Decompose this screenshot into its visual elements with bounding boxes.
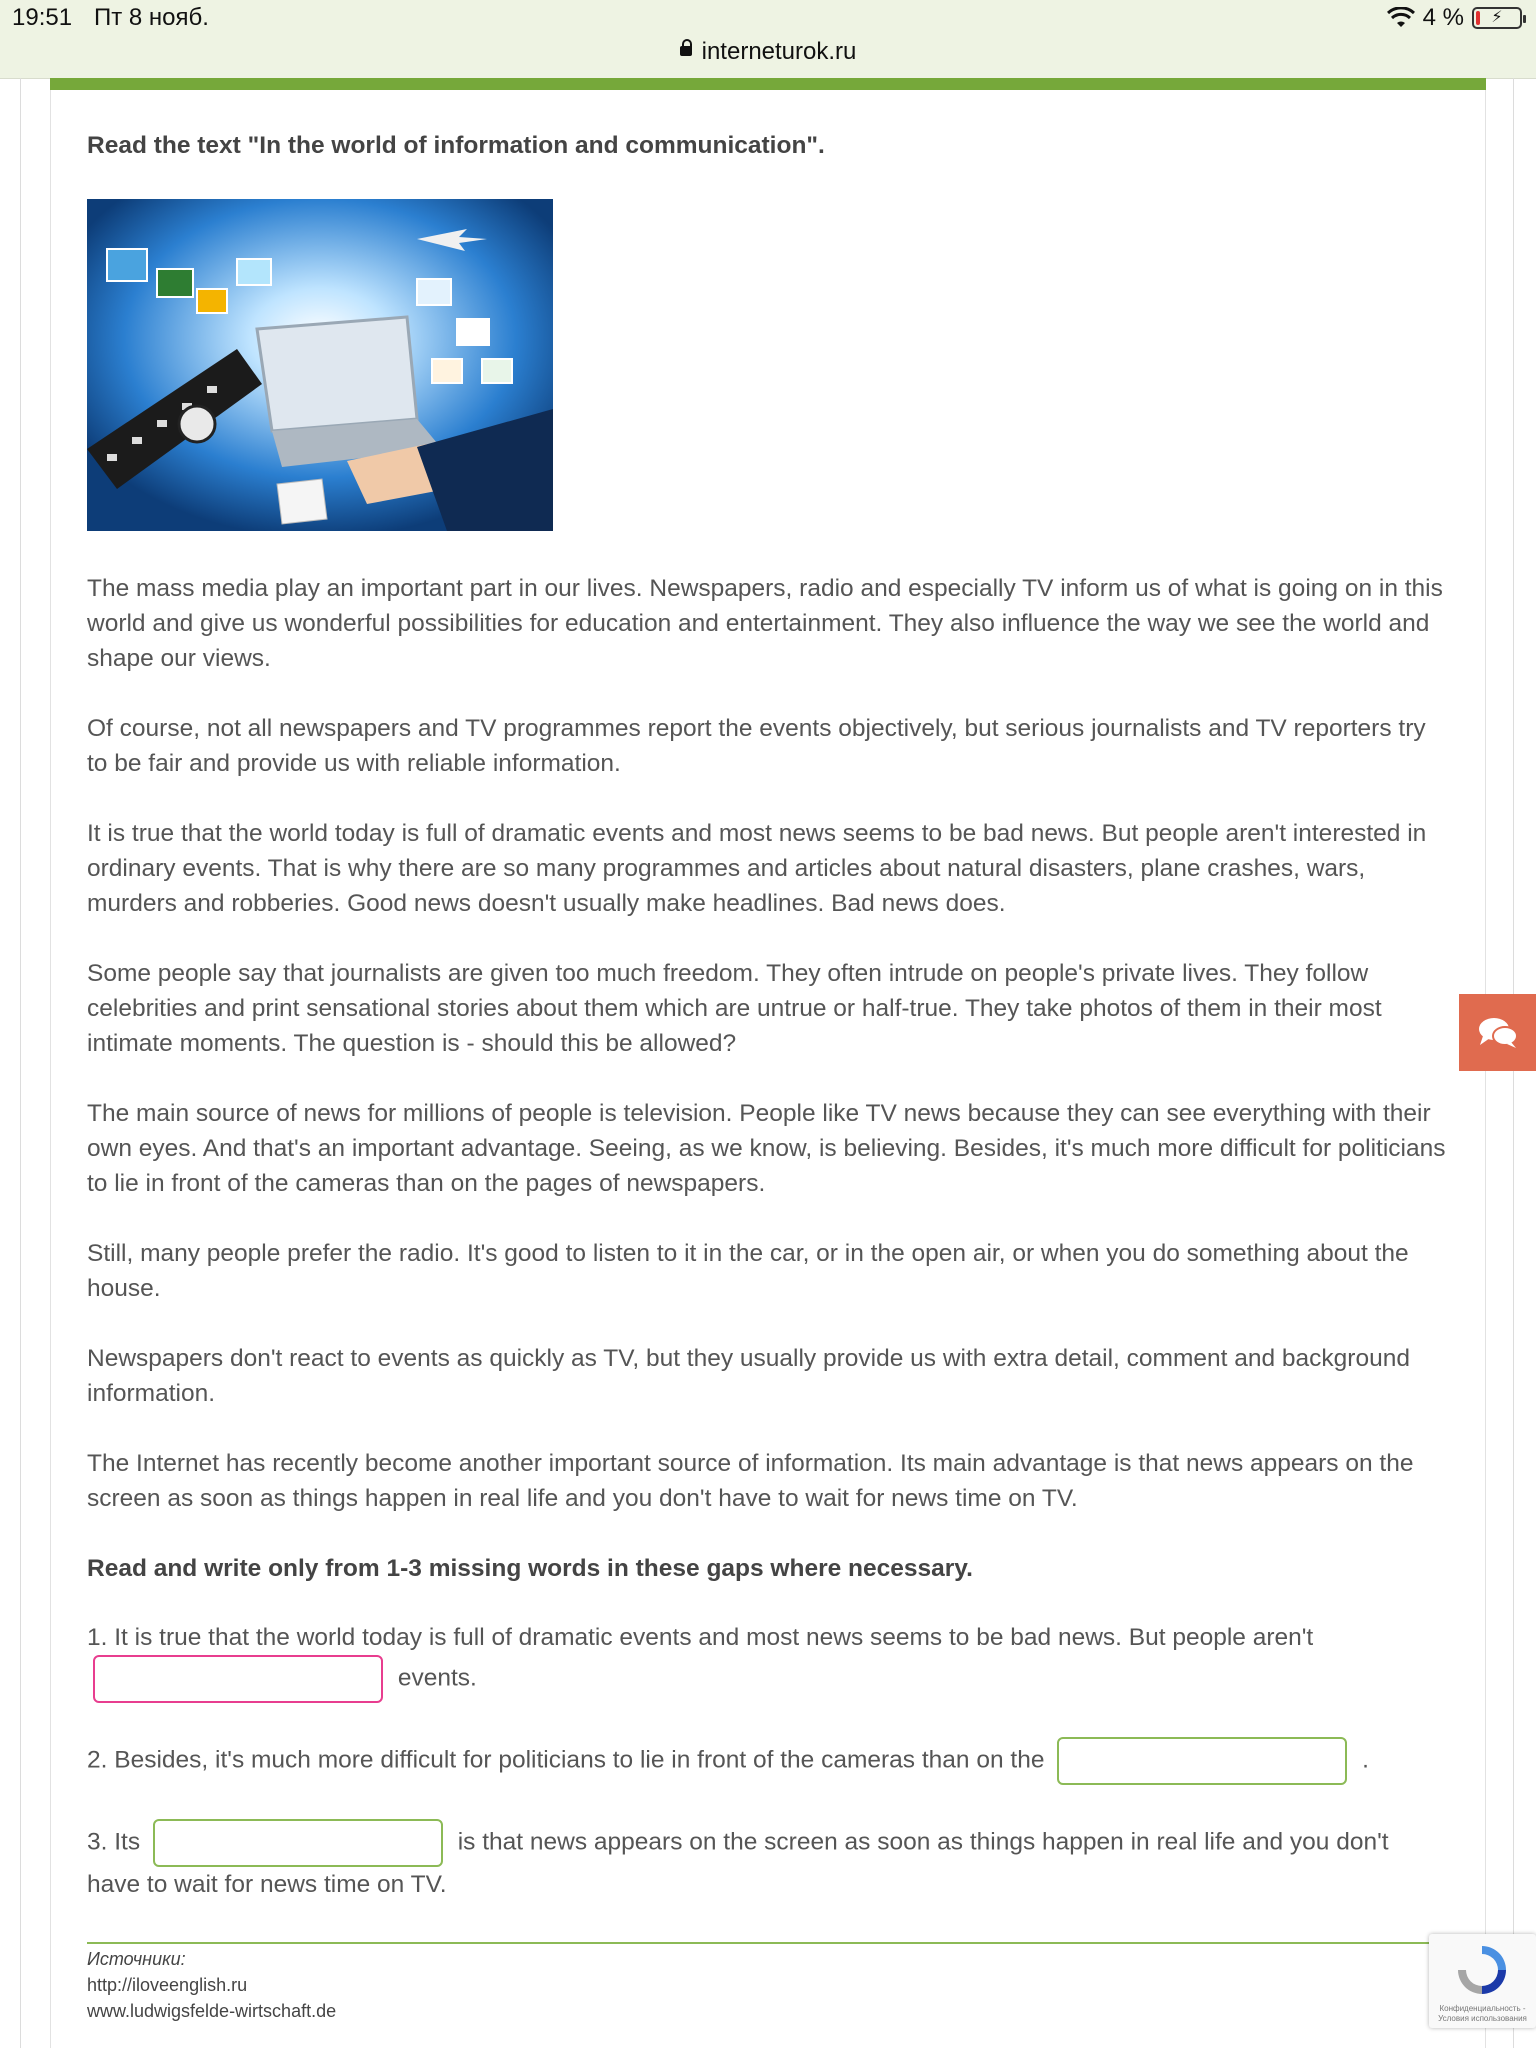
page-frame-left	[20, 78, 21, 2048]
gap-input-1[interactable]	[93, 1655, 383, 1703]
status-indicators	[1387, 4, 1522, 32]
source-link[interactable]: www.ludwigsfelde-wirtschaft.de	[87, 2001, 337, 2021]
gap-item-text-before: 2. Besides, it's much more difficult for politicians to lie in front of the cameras than on the	[87, 1746, 1045, 1774]
chat-button[interactable]	[1459, 994, 1536, 1071]
sources-label: Источники:	[87, 1949, 186, 1969]
address-bar[interactable]	[0, 38, 1536, 66]
gap-item-1	[87, 1620, 1447, 1703]
card-accent-bar	[50, 78, 1486, 90]
url-text: interneturok.ru	[701, 38, 857, 65]
browser-top-bar	[0, 0, 1536, 79]
article-paragraph: It is true that the world today is full of dramatic events and most news seems to be bad news. But people aren't interested in ordinary events. That is why there are so many programmes and articles about natural disasters, plane crashes, wars, murders and robberies. Good news doesn't usually make headlines. Bad news does.	[87, 820, 1427, 917]
lock-icon	[680, 46, 692, 56]
status-time: 19:51	[12, 4, 73, 31]
article-paragraph: Still, many people prefer the radio. It's good to listen to it in the car, or in the open air, or when you do something about the house.	[87, 1240, 1409, 1302]
recaptcha-badge[interactable]	[1429, 1934, 1536, 2028]
article-paragraph: Some people say that journalists are given too much freedom. They often intrude on people's private lives. They follow celebrities and print sensational stories about them which are untrue or half-true. They take photos of them in their most intimate moments. The question is - should this be allowed?	[87, 960, 1382, 1057]
gap-item-2	[87, 1737, 1447, 1785]
chat-icon	[1477, 1016, 1519, 1050]
gap-input-3[interactable]	[153, 1819, 443, 1867]
gap-item-text-after: .	[1362, 1746, 1369, 1774]
gap-item-text-after: events.	[397, 1664, 477, 1692]
gap-item-3	[87, 1819, 1447, 1902]
article-paragraph: The main source of news for millions of people is television. People like TV news because they can see everything with their own eyes. And that's an important advantage. Seeing, as we know, is believing. Besides, it's much more difficult for politicians to lie in front of the cameras than on the pages of newspapers.	[87, 1100, 1446, 1197]
article-paragraph: The Internet has recently become another important source of information. Its main advantage is that news appears on the screen as soon as things happen in real life and you don't have to wait for news time on TV.	[87, 1450, 1414, 1512]
recaptcha-icon	[1452, 1940, 1512, 2000]
article-paragraph: The mass media play an important part in our lives. Newspapers, radio and especially TV inform us of what is going on in this world and give us wonderful possibilities for education and entertainment. They also influence the way we see the world and shape our views.	[87, 575, 1443, 672]
lesson-content	[87, 128, 1447, 2024]
gap-item-text-before: 3. Its	[87, 1828, 141, 1856]
battery-icon	[1472, 7, 1522, 29]
media-illustration	[87, 199, 553, 531]
gap-input-2[interactable]	[1057, 1737, 1347, 1785]
status-date: Пт 8 нояб.	[94, 4, 209, 31]
charging-bolt-icon: ⚡	[1491, 9, 1503, 26]
source-link[interactable]: http://iloveenglish.ru	[87, 1975, 248, 1995]
article-paragraph: Newspapers don't react to events as quickly as TV, but they usually provide us with extra detail, comment and background information.	[87, 1345, 1410, 1407]
recaptcha-text: Конфиденциальность - Условия использования	[1438, 2004, 1527, 2023]
battery-percent: 4 %	[1422, 4, 1464, 31]
article-paragraph: Of course, not all newspapers and TV programmes report the events objectively, but serious journalists and TV reporters try to be fair and provide us with reliable information.	[87, 715, 1426, 777]
gap-item-text-after: is that news appears on the screen as soon as things happen in real life and you don't have to wait for news time on TV.	[87, 1828, 1389, 1898]
sources-block	[87, 1942, 1447, 2024]
task-instruction: Read and write only from 1-3 missing words in these gaps where necessary.	[87, 1555, 973, 1582]
wifi-icon	[1387, 7, 1415, 29]
article-heading: Read the text "In the world of information and communication".	[87, 132, 825, 159]
gap-item-text-before: 1. It is true that the world today is full of dramatic events and most news seems to be bad news. But people aren't	[87, 1624, 1314, 1651]
